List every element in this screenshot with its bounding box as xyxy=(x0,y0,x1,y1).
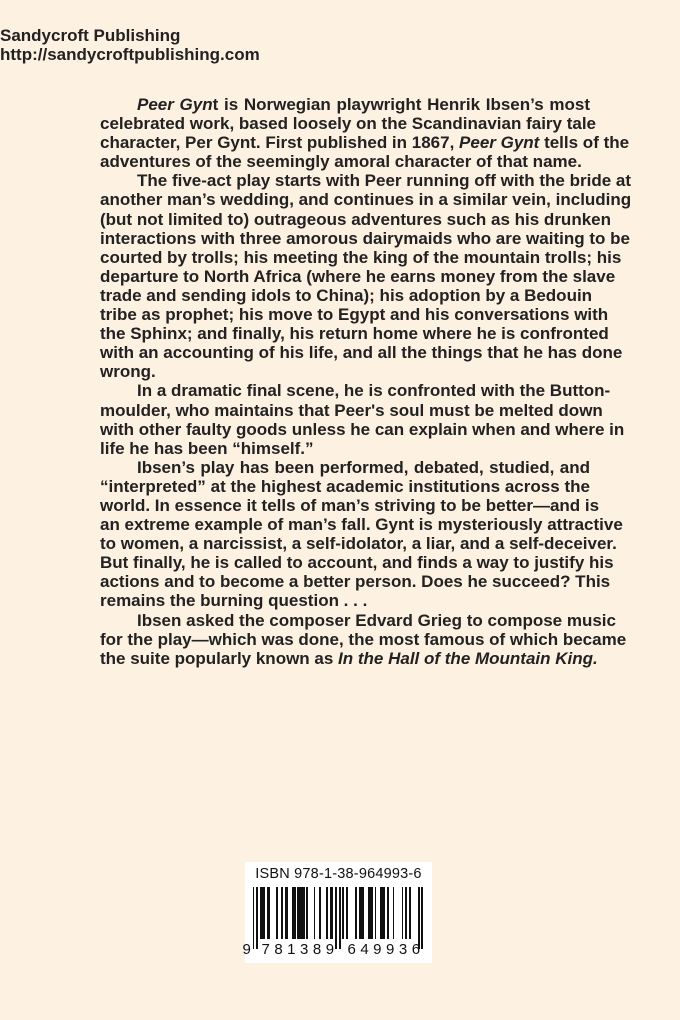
text-line xyxy=(100,95,590,114)
text-line xyxy=(100,343,623,363)
text-line xyxy=(100,400,603,420)
text-line xyxy=(100,419,625,439)
text-line xyxy=(100,610,616,630)
text-segment: moulder, who maintains that Peer's soul must be melted down xyxy=(100,400,603,420)
text-line xyxy=(100,495,600,515)
isbn-barcode-box xyxy=(242,862,432,963)
text-line xyxy=(100,515,623,535)
text-segment: the Sphinx; and finally, his return home where he is confronted xyxy=(100,324,609,344)
text-line xyxy=(100,381,611,401)
ean-left-digits: 781389 xyxy=(261,941,339,958)
text-line xyxy=(100,629,627,649)
ean-bars xyxy=(242,887,425,958)
text-segment: with other faulty goods unless he can explain when and where in xyxy=(100,419,625,439)
barcode-module xyxy=(421,887,423,949)
text-line xyxy=(100,648,598,668)
text-line xyxy=(100,152,590,171)
text-segment: t is Norwegian playwright Henrik Ibsen’s most xyxy=(212,95,590,114)
text-segment: tribe as prophet; his move to Egypt and his conversations with xyxy=(100,305,609,325)
text-segment: with an accounting of his life, and all the things that he has done xyxy=(100,343,623,363)
text-segment: interactions with three amorous dairymaids who are waiting to be xyxy=(100,228,630,248)
text-line xyxy=(100,114,597,134)
text-segment: adventures of the seemingly amoral character of that name. xyxy=(100,152,582,172)
text-line xyxy=(100,133,630,153)
text-line xyxy=(100,439,590,458)
paragraph xyxy=(100,381,625,458)
text-line xyxy=(100,266,616,286)
text-line xyxy=(100,572,611,592)
synopsis xyxy=(100,95,632,668)
paragraph xyxy=(100,610,627,668)
text-line xyxy=(100,171,632,191)
publisher-block xyxy=(0,26,680,64)
text-segment: an extreme example of man’s fall. Gynt is mysteriously attractive xyxy=(100,515,623,535)
italic-text-segment: Peer Gyn xyxy=(137,95,213,114)
text-segment: for the play—which was done, the most famous of which became xyxy=(100,629,627,649)
paragraph xyxy=(100,457,623,611)
text-segment: trade and sending idols to China); his adoption by a Bedouin xyxy=(100,285,593,305)
text-line xyxy=(100,285,593,305)
text-segment: another man’s wedding, and continues in a similar vein, including xyxy=(100,190,632,210)
text-segment: to women, a narcissist, a self-idolator, a liar, and a self-deceiver. xyxy=(100,534,617,554)
text-line xyxy=(100,458,590,477)
text-segment: celebrated work, based loosely on the Scandinavian fairy tale xyxy=(100,114,597,134)
text-segment: But finally, he is called to account, and finds a way to justify his xyxy=(100,553,614,573)
publisher-name: Sandycroft Publishing xyxy=(0,26,181,45)
text-line xyxy=(100,591,590,610)
text-segment: actions and to become a better person. Does he succeed? This xyxy=(100,572,611,592)
text-segment: tells of the xyxy=(539,133,630,153)
text-line xyxy=(100,477,590,496)
text-line xyxy=(100,553,614,573)
text-segment: wrong. xyxy=(100,362,156,382)
text-segment: In a dramatic final scene, he is confronted with the Button- xyxy=(137,381,611,401)
text-segment: the suite popularly known as xyxy=(100,648,339,668)
ean-right-digits: 649936 xyxy=(347,941,425,958)
text-segment: Ibsen’s play has been performed, debated, studied, and xyxy=(137,457,590,477)
text-segment: life he has been “himself.” xyxy=(100,438,314,458)
text-line xyxy=(100,190,632,210)
italic-text-segment: Peer Gynt xyxy=(459,133,540,153)
text-segment: character, Per Gynt. First published in 1867, xyxy=(100,133,460,153)
text-line xyxy=(100,305,609,325)
text-line xyxy=(100,534,617,554)
paragraph xyxy=(100,95,630,172)
text-line xyxy=(100,209,611,229)
text-segment: Ibsen asked the composer Edvard Grieg to compose music xyxy=(137,610,616,630)
text-segment: “interpreted” at the highest academic institutions across the xyxy=(100,476,590,496)
text-line xyxy=(100,228,630,248)
text-segment: world. In essence it tells of man’s striving to be better—and is xyxy=(100,495,600,515)
publisher-url: http://sandycroftpublishing.com xyxy=(0,45,260,65)
text-segment: remains the burning question . . . xyxy=(100,591,368,611)
text-line xyxy=(100,247,622,267)
text-segment: departure to North Africa (where he earns money from the slave xyxy=(100,266,616,286)
italic-text-segment: In the Hall of the Mountain King. xyxy=(338,648,598,668)
text-segment: The five-act play starts with Peer running off with the bride at xyxy=(137,171,632,191)
text-line xyxy=(100,362,590,381)
text-segment: courted by trolls; his meeting the king of the mountain trolls; his xyxy=(100,247,622,267)
paragraph xyxy=(100,171,632,382)
ean-lead-digit: 9 xyxy=(242,941,251,958)
text-line xyxy=(100,324,609,344)
isbn-label: ISBN 978-1-38-964993-6 xyxy=(255,866,422,882)
text-segment: (but not limited to) outrageous adventures such as his drunken xyxy=(100,209,611,229)
